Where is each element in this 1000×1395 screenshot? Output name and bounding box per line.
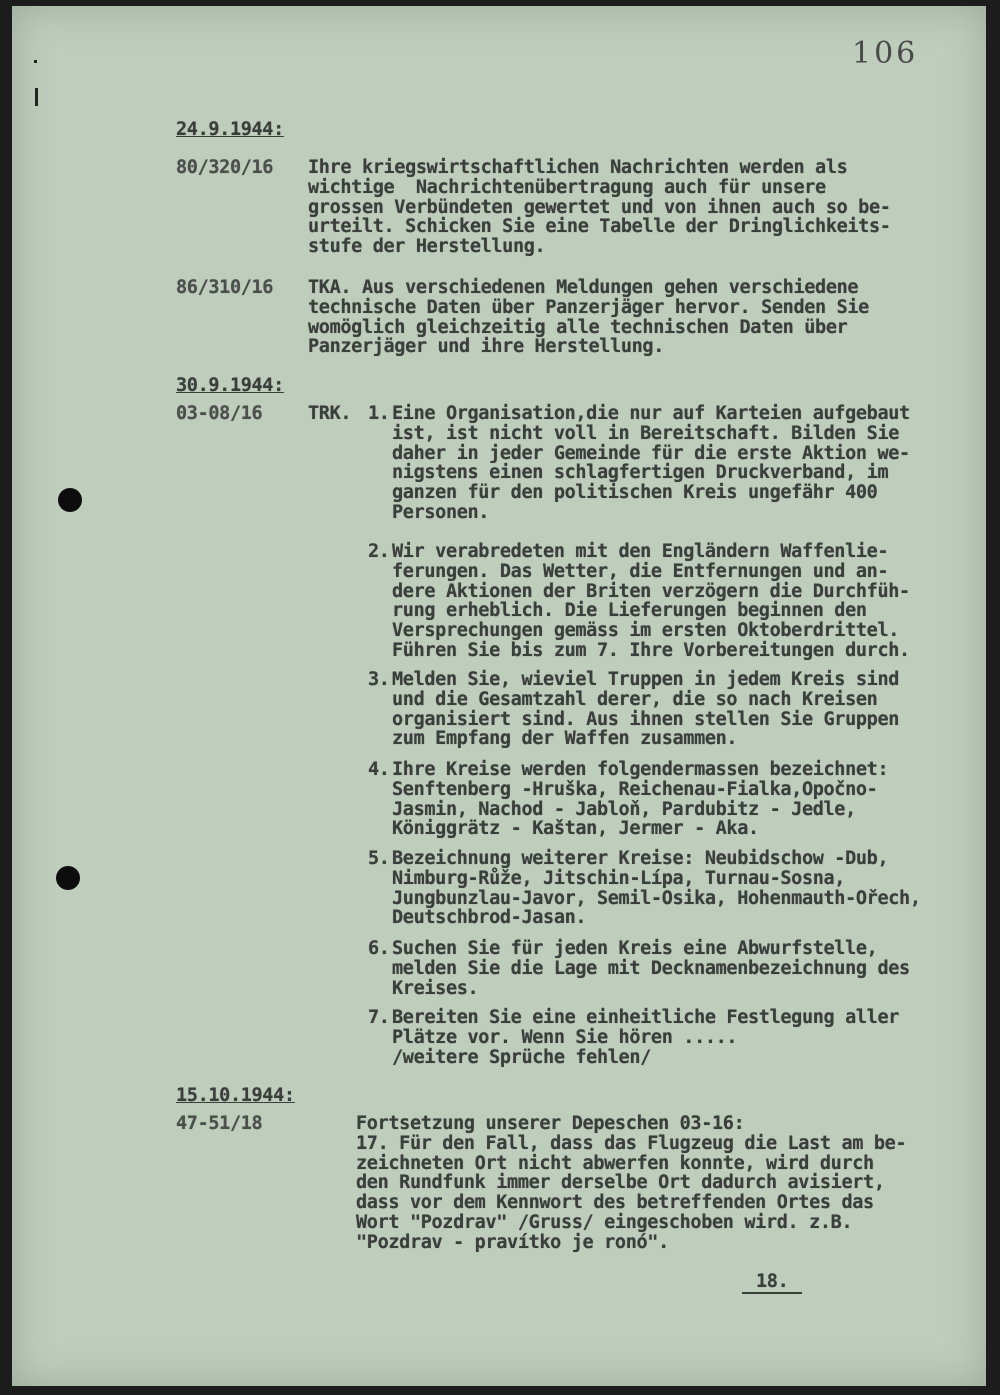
message-prefix: TRK. — [308, 403, 352, 424]
message-ref: 80/320/16 — [176, 157, 274, 178]
item-number: 6. — [368, 938, 390, 959]
item-number: 5. — [368, 848, 390, 869]
punch-hole — [56, 866, 80, 890]
item-text: Ihre Kreise werden folgendermassen bezeichnet: Senftenberg -Hruška, Reichenau-Fialka,Opočno- Jasmin, Nachod - Jabloň, Pardubitz - Jedle, Königgrätz - Kaštan, Jermer - Aka. — [392, 759, 889, 840]
item-text: Eine Organisation,die nur auf Karteien aufgebaut ist, ist nicht voll in Bereitschaft. Bilden Sie daher in jeder Gemeinde für die erste Aktion we- nigstens einen schlagfertigen Druckverband, im ganzen für den politischen Kreis ungefähr 400 Personen. — [392, 403, 910, 523]
message-ref: 86/310/16 — [176, 277, 274, 298]
punch-hole — [58, 488, 82, 512]
message-text: TKA. Aus verschiedenen Meldungen gehen verschiedene technische Daten über Panzerjäger hervor. Senden Sie womöglich gleichzeitig alle technischen Daten über Panzerjäger und ihre Herstellung. — [308, 277, 869, 358]
message-ref: 47-51/18 — [176, 1113, 263, 1134]
entry-date: 15.10.1944: — [176, 1085, 295, 1106]
message-text: Ihre kriegswirtschaftlichen Nachrichten werden als wichtige Nachrichtenübertragung auch für unsere grossen Verbündeten gewertet und von ihnen auch so be- urteilt. Schicken Sie eine Tabelle der Dringlichkeits- stufe der Herstellung. — [308, 157, 891, 258]
item-text: Bereiten Sie eine einheitliche Festlegung aller Plätze vor. Wenn Sie hören ..... /weitere Sprüche fehlen/ — [392, 1007, 900, 1068]
entry-date: 24.9.1944: — [176, 119, 284, 140]
item-text: Wir verabredeten mit den Engländern Waffenlie- ferungen. Das Wetter, die Entfernungen und an- dere Aktionen der Briten verzögern die Durchfüh- rung erheblich. Die Lieferungen beginnen den Versprechungen gemäss im ersten Oktoberdrittel. Führen Sie bis zum 7. Ihre Vorbereitungen durch. — [392, 541, 910, 661]
message-text: Fortsetzung unserer Depeschen 03-16: 17. Für den Fall, dass das Flugzeug die Last am be- zeichneten Ort nicht abwerfen konnte, wird durch den Rundfunk immer derselbe Ort dadurch avisiert, dass vor dem Kennwort des betreffenden Ortes das Wort "Pozdrav" /Gruss/ eingeschoben wird. z.B. "Pozdrav - pravítko je ronó". — [356, 1113, 907, 1253]
item-number: 1. — [368, 403, 390, 424]
entry-date: 30.9.1944: — [176, 375, 284, 396]
punch-mark — [34, 60, 37, 63]
message-ref: 03-08/16 — [176, 403, 263, 424]
item-number: 7. — [368, 1007, 390, 1028]
item-text: Suchen Sie für jeden Kreis eine Abwurfstelle, melden Sie die Lage mit Decknamenbezeichnung des Kreises. — [392, 938, 910, 999]
item-number: 2. — [368, 541, 390, 562]
punch-mark — [35, 88, 38, 106]
item-number: 3. — [368, 669, 390, 690]
document-page — [12, 6, 986, 1386]
item-text: Melden Sie, wieviel Truppen in jedem Kreis sind und die Gesamtzahl derer, die so nach Kreisen organisiert sind. Aus ihnen stellen Sie Gruppen zum Empfang der Waffen zusammen. — [392, 669, 900, 750]
item-text: Bezeichnung weiterer Kreise: Neubidschow -Dub, Nimburg-Růže, Jitschin-Lípa, Turnau-Sosna, Jungbunzlau-Javor, Semil-Osika, Hohenmauth-Ořech, Deutschbrod-Jasan. — [392, 848, 921, 929]
item-number: 4. — [368, 759, 390, 780]
continuation-number: 18. — [742, 1272, 802, 1294]
page-number: 106 — [852, 36, 919, 71]
